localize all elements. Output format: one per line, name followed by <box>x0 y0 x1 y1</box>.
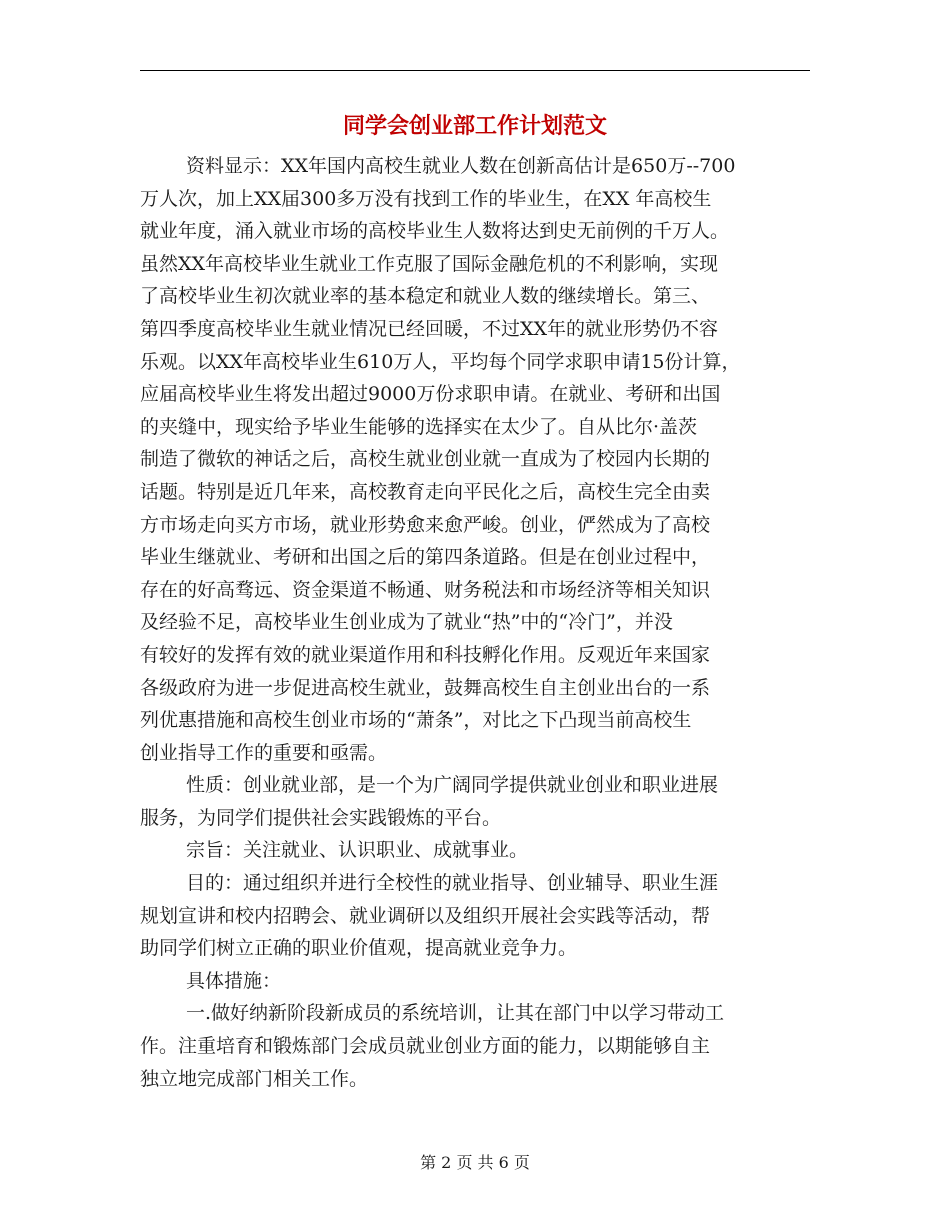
text-line: 独立地完成部门相关工作。 <box>140 1067 369 1090</box>
text-line: 及经验不足，高校毕业生创业成为了就业“热”中的“冷门”，并没 <box>140 611 673 634</box>
text-line: 创业指导工作的重要和亟需。 <box>140 741 388 764</box>
text-line: 虽然XX年高校毕业生就业工作克服了国际金融危机的不利影响，实现 <box>140 252 719 275</box>
text-line: 乐观。以XX年高校毕业生610万人，平均每个同学求职申请15份计算， <box>140 350 741 373</box>
document-body <box>140 150 810 1095</box>
text-line: 宗旨：关注就业、认识职业、成就事业。 <box>186 839 529 862</box>
text-line: 具体措施： <box>186 969 282 992</box>
text-line: 了高校毕业生初次就业率的基本稳定和就业人数的继续增长。第三、 <box>140 285 711 308</box>
text-line: 存在的好高骛远、资金渠道不畅通、财务税法和市场经济等相关知识 <box>140 578 711 601</box>
text-line: 话题。特别是近几年来，高校教育走向平民化之后，高校生完全由卖 <box>140 480 711 503</box>
header-rule <box>140 70 810 71</box>
text-line: 应届高校毕业生将发出超过9000万份求职申请。在就业、考研和出国 <box>140 383 721 406</box>
text-line: 规划宣讲和校内招聘会、就业调研以及组织开展社会实践等活动，帮 <box>140 904 711 927</box>
text-line: 作。注重培育和锻炼部门会成员就业创业方面的能力，以期能够自主 <box>140 1035 711 1058</box>
text-line: 列优惠措施和高校生创业市场的“萧条”，对比之下凸现当前高校生 <box>140 709 692 732</box>
text-line: 第四季度高校毕业生就业情况已经回暖，不过XX年的就业形势仍不容 <box>140 317 719 340</box>
text-line: 性质：创业就业部，是一个为广阔同学提供就业创业和职业进展 <box>186 774 719 797</box>
text-line: 服务，为同学们提供社会实践锻炼的平台。 <box>140 806 502 829</box>
text-line: 就业年度，涌入就业市场的高校毕业生人数将达到史无前例的千万人。 <box>140 220 730 243</box>
text-line: 万人次，加上XX届300多万没有找到工作的毕业生，在XX 年高校生 <box>140 187 712 210</box>
text-line: 一.做好纳新阶段新成员的系统培训，让其在部门中以学习带动工 <box>186 1002 725 1025</box>
page-footer: 第 2 页 共 6 页 <box>420 1153 530 1172</box>
text-line: 资料显示：XX年国内高校生就业人数在创新高估计是650万--700 <box>186 155 736 177</box>
text-line: 各级政府为进一步促进高校生就业，鼓舞高校生自主创业出台的一系 <box>140 676 711 699</box>
text-line: 方市场走向买方市场，就业形势愈来愈严峻。创业，俨然成为了高校 <box>140 513 711 536</box>
text-line: 有较好的发挥有效的就业渠道作用和科技孵化作用。反观近年来国家 <box>140 643 711 666</box>
text-line: 毕业生继就业、考研和出国之后的第四条道路。但是在创业过程中， <box>140 546 711 569</box>
text-line: 的夹缝中，现实给予毕业生能够的选择实在太少了。自从比尔·盖茨 <box>140 415 698 438</box>
text-line: 制造了微软的神话之后，高校生就业创业就一直成为了校园内长期的 <box>140 448 711 471</box>
text-line: 目的：通过组织并进行全校性的就业指导、创业辅导、职业生涯 <box>186 872 719 895</box>
document-title: 同学会创业部工作计划范文 <box>342 113 607 139</box>
text-line: 助同学们树立正确的职业价值观，提高就业竞争力。 <box>140 937 578 960</box>
